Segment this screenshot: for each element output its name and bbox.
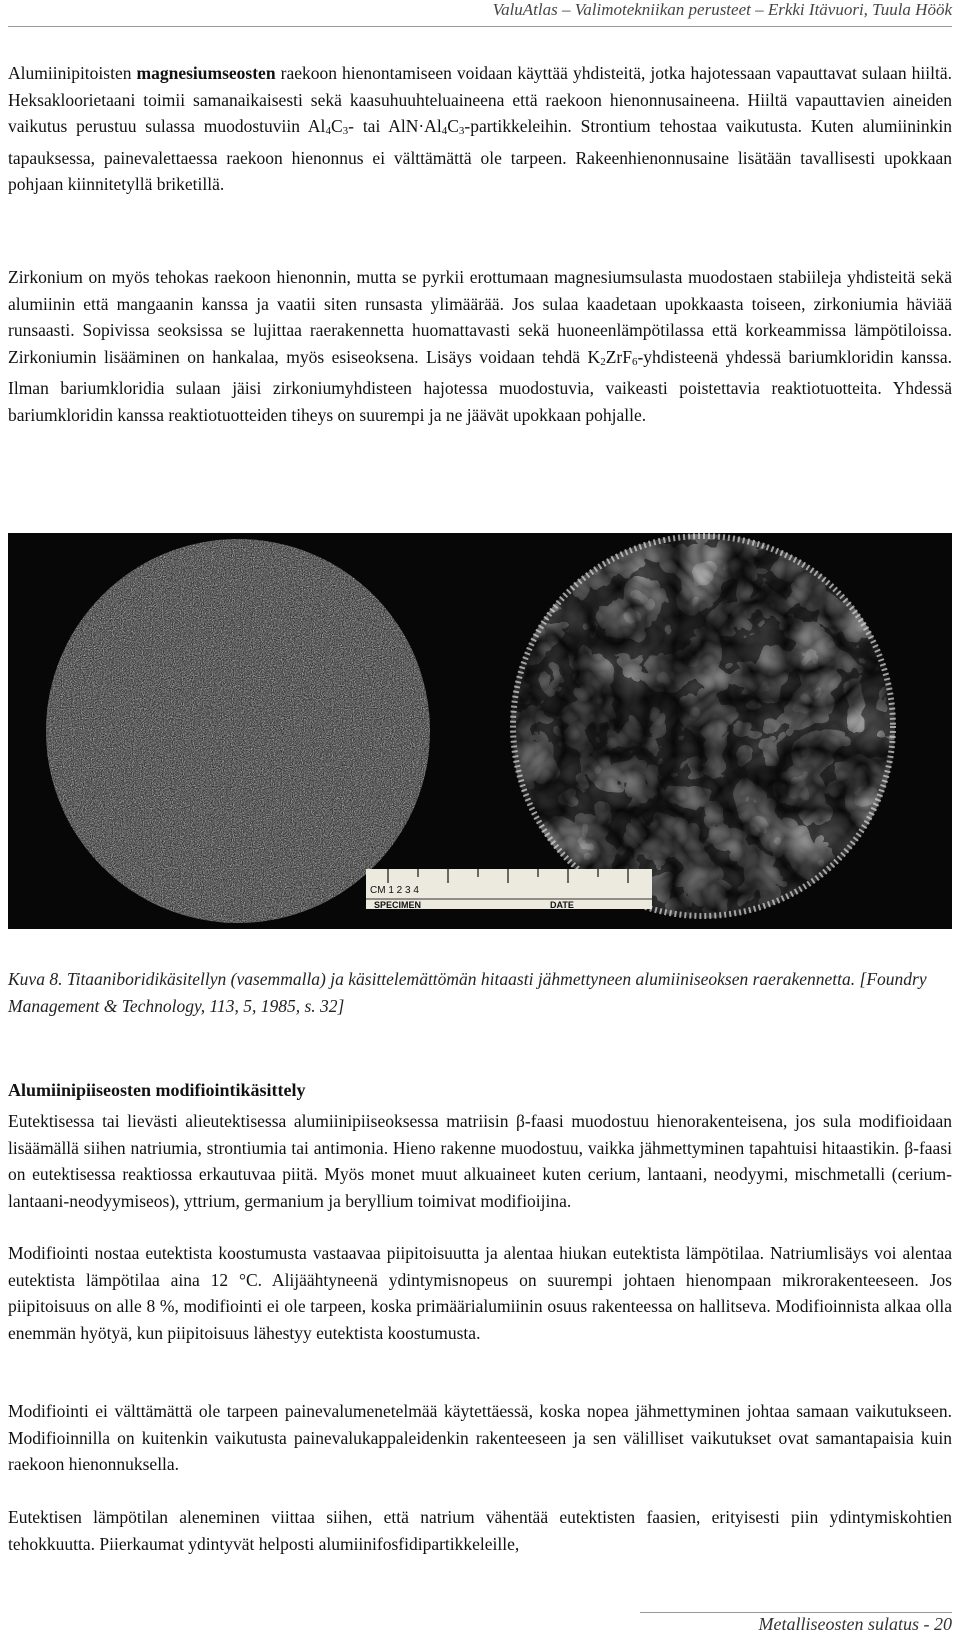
text-run: raekoon hienontamiseen voidaan käyttää yhdisteitä, jotka hajotessaan vapauttavat sulaan hiiltä. Heksakloorietaani toimii samanaikaisesti sekä kaasuhuuhteluaineena että raekoon hienonnusaineena. Hiiltä vapauttavien aineiden vaikutus perustuu sulassa muodostuviin Al xyxy=(8,63,952,136)
text-run: -yhdisteenä yhdessä bariumkloridin kanssa. Ilman bariumkloridia sulaan jäisi zirkoniumyhdisteen hajotessa muodostuvia, vaikeasti poistettavia reaktiotuotteita. Yhdessä bariumkloridin kanssa reaktiotuotteiden tiheys on suurempi ja ne jäävät upokkaan pohjalle. xyxy=(8,346,952,425)
ruler-scale-label: CM 1 2 3 4 xyxy=(370,885,419,896)
paragraph-zirconium xyxy=(8,264,952,428)
text-run: ZrF xyxy=(605,346,632,367)
subscript: 4 xyxy=(441,125,448,137)
text-run: Alumiinipitoisten xyxy=(8,63,137,83)
bold-term-magnesium-alloys: magnesiumseosten xyxy=(136,63,276,83)
figure-caption: Kuva 8. Titaaniboridikäsitellyn (vasemmalla) ja käsittelemättömän hitaasti jähmettyneen alumiiniseoksen raerakennetta. [Foundry Management & Technology, 113, 5, 1985, s. 32] xyxy=(8,969,927,1016)
paragraph-nucleation: Eutektisen lämpötilan aleneminen viittaa siihen, että natrium vähentää eutektisten faasien, erityisesti piin ydintymiskohtien tehokkuutta. Piierkaumat ydintyvät helposti alumiinifosfidipartikkeleille, xyxy=(8,1507,952,1554)
footer-divider xyxy=(640,1612,952,1613)
header-divider xyxy=(8,26,952,27)
running-title: ValuAtlas – Valimotekniikan perusteet – Erkki Itävuori, Tuula Höök xyxy=(492,0,952,19)
ruler-specimen-label: SPECIMEN xyxy=(374,900,422,910)
ruler-date-label: DATE xyxy=(550,900,574,910)
grain-structure-photo xyxy=(8,533,952,929)
text-run: -partikkeleihin. Strontium tehostaa vaikutusta. Kuten alumiininkin tapauksessa, painevalettaessa raekoon hienonnus ei välttämättä ole tarpeen. Rakeenhienonnusaine lisätään tavallisesti upokkaan pohjaan kiinnitetyllä briketillä. xyxy=(8,116,952,194)
paragraph-die-casting: Modifiointi ei välttämättä ole tarpeen painevalumenetelmää käytettäessä, koska nopea jähmettyminen johtaa samaan vaikutukseen. Modifioinnilla on kuitenkin vaikutusta painevalukappaleidenkin rakenteeseen ja sen välilliset vaikutukset ovat samantapaisia kuin raekoon hienonnuksella. xyxy=(8,1401,952,1474)
paragraph-eutectic-modification: Eutektisessa tai lievästi alieutektisessa alumiinipiiseoksessa matriisin β-faasi muodostuu hienorakenteisena, jos sula modifioidaan lisäämällä siihen natriumia, strontiumia tai antimonia. Hieno rakenne muodostuu, vaikka jähmettyminen tapahtuisi hitaastikin. β-faasi on eutektisessa reaktiossa erkautuvaa piitä. Myös monet muut alkuaineet kuten cerium, lantaani, neodyymi, mischmetalli (cerium-lantaani-neodyymiseos), yttrium, germanium ja beryllium toimivat modifioijina. xyxy=(8,1111,952,1211)
subscript: 6 xyxy=(631,355,638,368)
text-run: - tai AlN·Al xyxy=(348,116,442,136)
page-footer xyxy=(759,1614,952,1635)
subscript: 2 xyxy=(600,355,606,368)
section-heading: Alumiinipiiseosten modifiointikäsittely xyxy=(8,1080,306,1100)
text-run: Zirkonium on myös tehokas raekoon hienonnin, mutta se pyrkii erottumaan magnesiumsulasta muodostaen stabiileja yhdisteitä sekä alumiinin että mangaanin kanssa ja vaatii siten runsasta ylimäärää. Jos sulaa kaadetaan upokkaasta toiseen, zirkoniumia häviää runsaasti. Sopivissa seoksissa se lujittaa raerakennetta huomattavasti sekä huoneenlämpötilassa että korkeammissa lämpötiloissa. Zirkoniumin lisääminen on hankalaa, myös esiseoksena. Lisäys voidaan tehdä K xyxy=(8,267,952,367)
subscript: 3 xyxy=(458,125,465,137)
paragraph-magnesium-grain-refining xyxy=(8,60,952,198)
text-run: C xyxy=(447,116,459,136)
paragraph-modification-effects: Modifiointi nostaa eutektista koostumusta vastaavaa piipitoisuutta ja alentaa hiukan eutektista lämpötilaa. Natriumlisäys voi alentaa eutektista lämpötilaa aina 12 °C. Alijäähtyneenä ydintymisnopeus on suurempi johtaen hienompaan mikrorakenteeseen. Jos piipitoisuus on alle 8 %, modifiointi ei ole tarpeen, koska primäärialumiinin osuus rakenteessa on hallitseva. Modifioinnista alkaa olla enemmän hyötyä, kun piipitoisuus lähestyy eutektista koostumusta. xyxy=(8,1243,952,1343)
micrograph-figure xyxy=(8,533,952,929)
page-label: Metalliseosten sulatus - 20 xyxy=(758,1614,952,1634)
text-run: C xyxy=(330,116,343,136)
subscript: 4 xyxy=(325,125,331,137)
scale-ruler xyxy=(366,869,652,910)
subscript: 3 xyxy=(342,125,349,137)
running-header xyxy=(0,0,952,24)
